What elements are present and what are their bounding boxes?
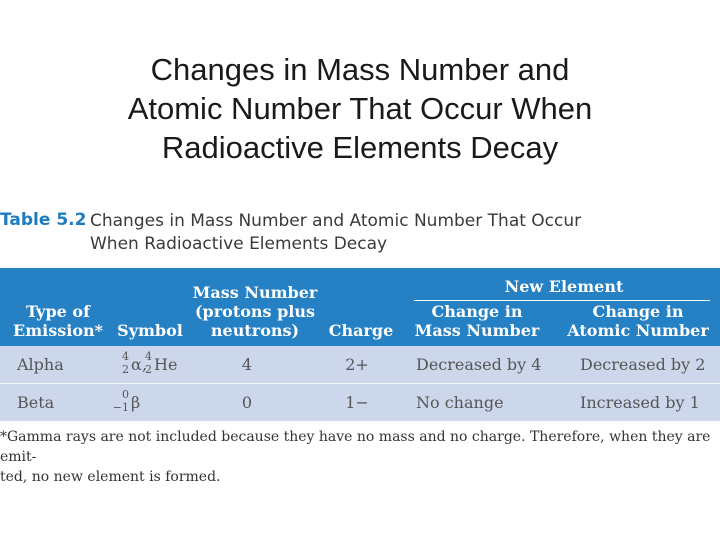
footnote-line: ted, no new element is formed.	[0, 469, 221, 485]
nuclide-symbol	[116, 349, 142, 381]
table-header	[0, 268, 720, 346]
header-line: Mass Number	[192, 283, 318, 302]
table-row-beta	[0, 383, 720, 421]
table-footnote	[0, 427, 720, 487]
table-title-line: Changes in Mass Number and Atomic Number That Occur	[90, 211, 582, 231]
mass-superscript: 0	[122, 388, 129, 401]
header-line: Change in	[431, 302, 523, 321]
header-divider	[414, 300, 710, 301]
header-change-mass-number	[402, 302, 552, 340]
slide-title-line: Atomic Number That Occur When	[127, 91, 593, 126]
header-charge: Charge	[328, 321, 394, 340]
cell-mass-number: 0	[241, 393, 253, 412]
footnote-line: *Gamma rays are not included because they have no mass and no charge. Therefore, when they are emit-	[0, 429, 711, 465]
cell-charge: 1−	[345, 393, 369, 412]
cell-change-mass: Decreased by 4	[416, 355, 542, 374]
cell-symbol	[116, 349, 196, 381]
header-line: neutrons)	[210, 321, 300, 340]
header-type-of-emission	[6, 302, 110, 340]
slide-title-line: Radioactive Elements Decay	[161, 130, 559, 165]
cell-type: Alpha	[17, 355, 64, 374]
header-line: Mass Number	[414, 321, 540, 340]
slide-title-line: Changes in Mass Number and	[150, 52, 570, 87]
header-new-element: New Element	[504, 277, 624, 296]
header-line: Atomic Number	[567, 321, 709, 340]
cell-change-atomic: Increased by 1	[580, 393, 700, 412]
header-symbol: Symbol	[117, 321, 183, 340]
header-mass-number	[190, 283, 320, 340]
nuclide-symbol	[110, 387, 141, 419]
header-line: Emission*	[13, 321, 103, 340]
atomic-subscript: −1	[112, 401, 129, 414]
cell-type: Beta	[17, 393, 55, 412]
cell-change-atomic: Decreased by 2	[580, 355, 706, 374]
cell-charge: 2+	[345, 355, 369, 374]
cell-mass-number: 4	[241, 355, 253, 374]
header-change-atomic-number	[558, 302, 718, 340]
table-number: Table 5.2	[0, 210, 87, 230]
nuclide-base: He	[154, 355, 178, 374]
cell-symbol	[112, 387, 196, 419]
atomic-subscript: 2	[145, 363, 152, 376]
slide-title	[0, 50, 720, 167]
decay-table	[0, 268, 720, 421]
table-row-alpha	[0, 346, 720, 383]
table-title-line: When Radioactive Elements Decay	[90, 234, 388, 254]
header-line: Type of	[26, 302, 90, 321]
cell-change-mass: No change	[416, 393, 504, 412]
nuclide-symbol	[139, 349, 178, 381]
header-line: Change in	[592, 302, 684, 321]
symbol-separator: ,	[142, 355, 148, 374]
atomic-subscript: 2	[122, 363, 129, 376]
nuclide-base: α	[131, 355, 142, 374]
mass-superscript: 4	[122, 350, 129, 363]
table-body	[0, 346, 720, 421]
table-caption	[0, 208, 720, 258]
mass-superscript: 4	[145, 350, 152, 363]
nuclide-base: β	[131, 393, 141, 412]
header-line: (protons plus	[194, 302, 316, 321]
table-title	[90, 210, 581, 256]
